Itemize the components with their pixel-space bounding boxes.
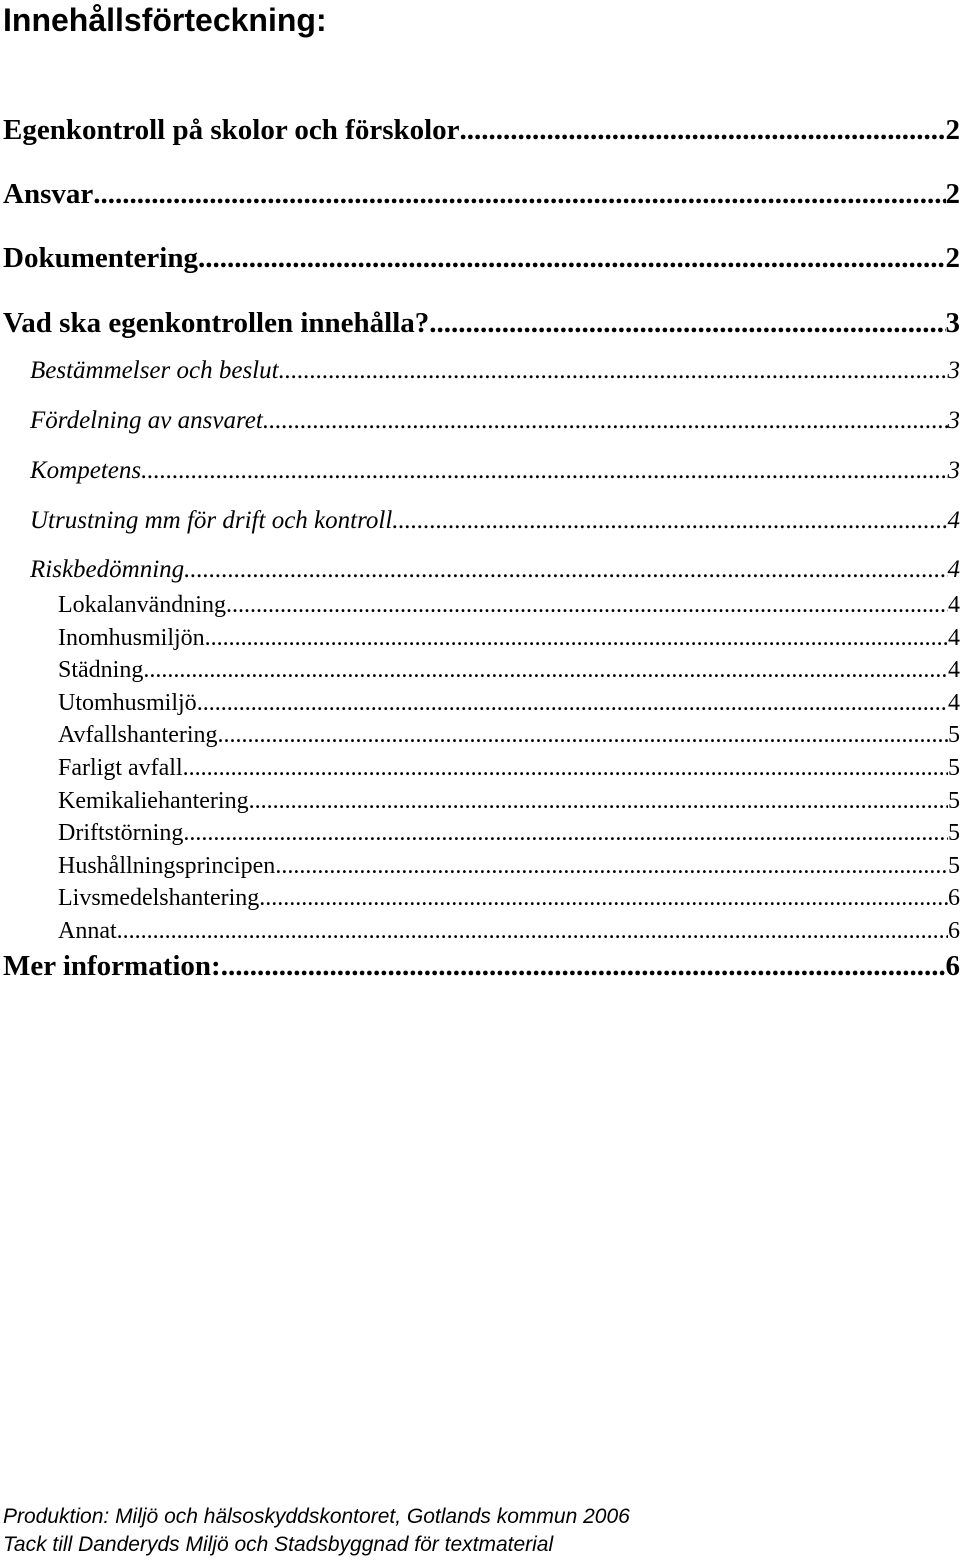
dot-leader <box>259 883 948 913</box>
toc-entry-label: Ansvar <box>3 178 94 210</box>
toc-entry-label: Livsmedelshantering <box>58 885 260 911</box>
toc-entry-avfallshantering[interactable] <box>58 720 960 750</box>
toc-page-number: 5 <box>948 722 960 748</box>
toc-entry-label: Lokalanvändning <box>58 592 226 618</box>
toc-entry-kompetens[interactable] <box>30 455 960 487</box>
toc-entry-mer-information[interactable] <box>3 948 960 984</box>
toc-entry-label: Städning <box>58 657 144 683</box>
toc-entry-label: Mer information: <box>3 950 221 982</box>
toc-entry-stadning[interactable] <box>58 655 960 685</box>
page-title: Innehållsförteckning: <box>3 2 327 38</box>
toc-page-number: 4 <box>948 625 960 651</box>
toc-entry-hushallningsprincipen[interactable] <box>58 851 960 881</box>
dot-leader <box>141 455 947 487</box>
toc-page-number: 4 <box>948 657 960 683</box>
toc-entry-label: Fördelning av ansvaret <box>30 407 263 434</box>
dot-leader <box>218 720 948 750</box>
dot-leader <box>205 623 948 653</box>
toc-entry-label: Annat <box>58 918 117 944</box>
toc-entry-label: Vad ska egenkontrollen innehålla? <box>3 307 430 339</box>
dot-leader <box>117 916 948 946</box>
toc-entry-label: Hushållningsprincipen <box>58 853 276 879</box>
dot-leader <box>197 688 948 718</box>
dot-leader <box>275 851 948 881</box>
toc-page-number: 5 <box>948 820 960 846</box>
toc-page-number: 4 <box>948 592 960 618</box>
toc-entry-lokalanvandning[interactable] <box>58 590 960 620</box>
toc-entry-egenkontroll[interactable] <box>3 112 960 148</box>
toc-entry-utrustning[interactable] <box>30 505 960 537</box>
dot-leader <box>249 786 948 816</box>
toc-entry-label: Utomhusmiljö <box>58 690 197 716</box>
toc-entry-utomhusmiljo[interactable] <box>58 688 960 718</box>
dot-leader <box>183 818 948 848</box>
dot-leader <box>93 176 945 212</box>
toc-entry-driftstorning[interactable] <box>58 818 960 848</box>
toc-entry-ansvar[interactable] <box>3 176 960 212</box>
toc-page-number: 3 <box>945 307 960 339</box>
dot-leader <box>183 753 948 783</box>
toc-page-number: 3 <box>947 357 960 384</box>
dot-leader <box>392 505 947 537</box>
toc-entry-label: Avfallshantering <box>58 722 218 748</box>
dot-leader <box>279 355 948 387</box>
toc-entry-livsmedelshantering[interactable] <box>58 883 960 913</box>
toc-entry-annat[interactable] <box>58 916 960 946</box>
toc-page-number: 6 <box>948 885 960 911</box>
toc-page-number: 5 <box>948 788 960 814</box>
toc-entry-innehall[interactable] <box>3 305 960 341</box>
toc-page-number: 2 <box>945 114 960 146</box>
toc-entry-label: Riskbedömning <box>30 556 185 583</box>
toc-entry-label: Dokumentering <box>3 242 198 274</box>
footer-production-credit: Produktion: Miljö och hälsoskyddskontoret, Gotlands kommun 2006 <box>3 1505 630 1528</box>
toc-entry-label: Kompetens <box>30 457 142 484</box>
toc-page-number: 3 <box>947 407 960 434</box>
dot-leader <box>221 948 946 984</box>
toc-page-number: 5 <box>948 755 960 781</box>
toc-entry-label: Egenkontroll på skolor och förskolor <box>3 114 460 146</box>
toc-entry-label: Kemikaliehantering <box>58 788 249 814</box>
toc-entry-label: Driftstörning <box>58 820 184 846</box>
toc-entry-label: Utrustning mm för drift och kontroll <box>30 507 393 534</box>
dot-leader <box>460 112 946 148</box>
toc-page-number: 6 <box>945 950 960 982</box>
toc-entry-label: Inomhusmiljön <box>58 625 205 651</box>
toc-page-number: 2 <box>945 178 960 210</box>
toc-page-number: 5 <box>948 853 960 879</box>
toc-entry-farligt-avfall[interactable] <box>58 753 960 783</box>
dot-leader <box>226 590 948 620</box>
toc-entry-inomhusmiljon[interactable] <box>58 623 960 653</box>
toc-page-number: 4 <box>947 507 960 534</box>
toc-page-number: 4 <box>948 690 960 716</box>
toc-page-number: 6 <box>948 918 960 944</box>
dot-leader <box>429 305 945 341</box>
dot-leader <box>198 240 946 276</box>
footer-thanks-credit: Tack till Danderyds Miljö och Stadsbyggnad för textmaterial <box>3 1533 554 1556</box>
toc-page-number: 2 <box>945 242 960 274</box>
toc-page-number: 4 <box>947 556 960 583</box>
toc-entry-dokumentering[interactable] <box>3 240 960 276</box>
toc-entry-kemikaliehantering[interactable] <box>58 786 960 816</box>
toc-entry-label: Farligt avfall <box>58 755 183 781</box>
toc-page-number: 3 <box>947 457 960 484</box>
toc-entry-bestammelser[interactable] <box>30 355 960 387</box>
dot-leader <box>184 554 947 586</box>
dot-leader <box>263 405 948 437</box>
toc-entry-label: Bestämmelser och beslut <box>30 357 279 384</box>
toc-entry-fordelning[interactable] <box>30 405 960 437</box>
toc-entry-riskbedomning[interactable] <box>30 554 960 586</box>
dot-leader <box>143 655 948 685</box>
